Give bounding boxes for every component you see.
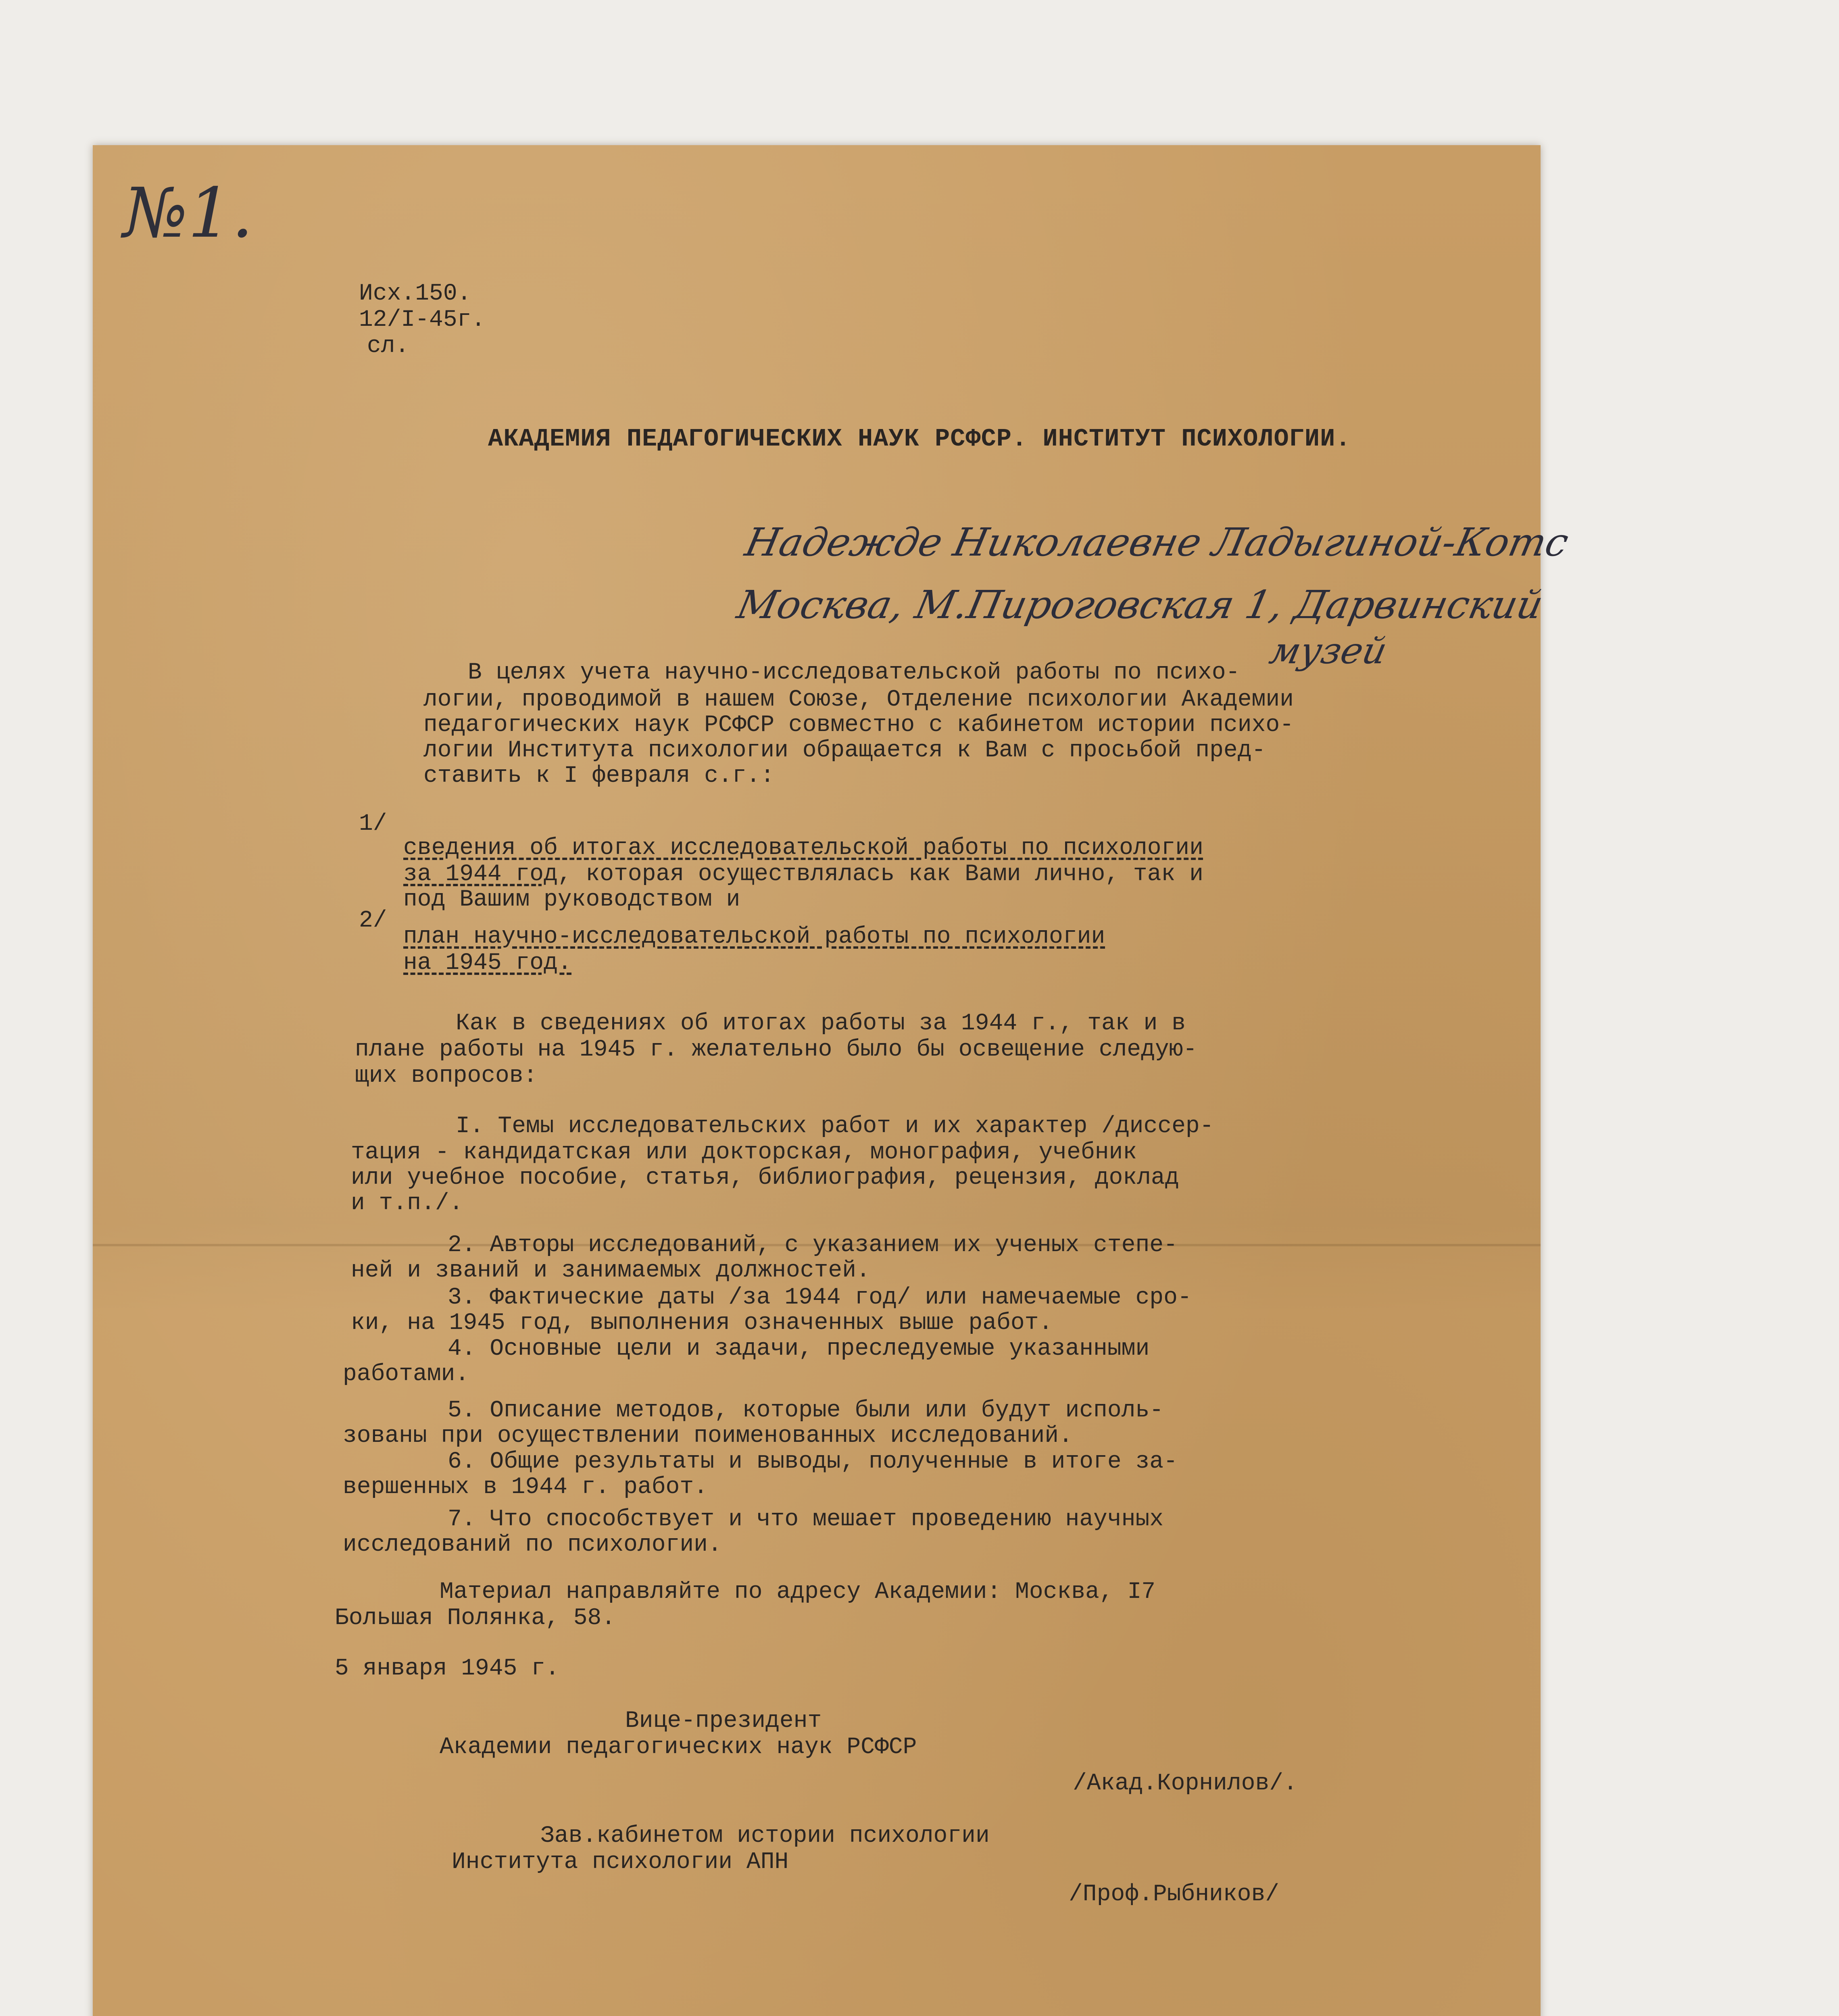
signer-1-title-2: Академии педагогических наук РСФСР xyxy=(440,1734,917,1760)
intro-line-5: ставить к I февраля с.г.: xyxy=(423,763,775,789)
item-4-line-1: 4. Основные цели и задачи, преследуемые указанными xyxy=(448,1336,1150,1362)
item-3-line-2: ки, на 1945 год, выполнения означенных выше работ. xyxy=(351,1310,1053,1336)
item-1-line-3: или учебное пособие, статья, библиография, рецензия, доклад xyxy=(351,1165,1179,1191)
item-5-line-2: зованы при осуществлении поименованных исследований. xyxy=(343,1423,1073,1449)
item-4-line-2: работами. xyxy=(343,1361,469,1387)
letter-date: 5 января 1945 г. xyxy=(335,1656,559,1682)
item-1-line-4: и т.п./. xyxy=(351,1190,463,1216)
addressee-line-1: Надежде Николаевне Ладыгиной-Котс xyxy=(741,520,1572,565)
para2-line-1: Как в сведениях об итогах работы за 1944 г., так и в xyxy=(456,1010,1186,1037)
addressee-line-3: музей xyxy=(1266,630,1391,672)
ref-note: сл. xyxy=(367,333,409,359)
intro-line-3: педагогических наук РСФСР совместно с кабинетом истории психо- xyxy=(423,712,1294,738)
document-sheet xyxy=(93,145,1572,2016)
signer-1-name: /Акад.Корнилов/. xyxy=(1073,1770,1297,1797)
request-2-line-1: план научно-исследовательской работы по психологии xyxy=(403,924,1105,950)
request-1-line-3: под Вашим руководством и xyxy=(403,887,740,913)
para2-line-3: щих вопросов: xyxy=(355,1063,538,1089)
item-1-line-1: I. Темы исследовательских работ и их характер /диссер- xyxy=(456,1113,1214,1139)
request-1-year: за 1944 год xyxy=(403,861,558,887)
corner-mark: №1. xyxy=(123,173,254,253)
letterhead: АКАДЕМИЯ ПЕДАГОГИЧЕСКИХ НАУК РСФСР. ИНСТИТУТ ПСИХОЛОГИИ. xyxy=(488,425,1351,453)
request-1-line-1: сведения об итогах исследовательской работы по психологии xyxy=(403,835,1203,861)
signer-2-title-2: Института психологии АПН xyxy=(452,1849,789,1875)
ref-number: Исх.150. xyxy=(359,281,471,307)
request-1-line-2 xyxy=(403,861,1203,888)
signer-1-title-1: Вице-президент xyxy=(625,1708,822,1734)
item-7-line-1: 7. Что способствует и что мешает проведению научных xyxy=(448,1506,1164,1533)
ref-date: 12/I-45г. xyxy=(359,307,486,333)
item-2-line-1: 2. Авторы исследований, с указанием их ученых степе- xyxy=(448,1232,1178,1258)
para2-line-2: плане работы на 1945 г. желательно было бы освещение следую- xyxy=(355,1037,1197,1063)
intro-line-4: логии Института психологии обращается к Вам с просьбой пред- xyxy=(423,737,1266,764)
item-6-line-1: 6. Общие результаты и выводы, полученные в итоге за- xyxy=(448,1449,1178,1475)
item-5-line-1: 5. Описание методов, которые были или будут исполь- xyxy=(448,1397,1164,1424)
material-line-2: Большая Полянка, 58. xyxy=(335,1605,616,1631)
signer-2-title-1: Зав.кабинетом истории психологии xyxy=(540,1823,990,1849)
item-6-line-2: вершенных в 1944 г. работ. xyxy=(343,1474,708,1500)
signer-2-name: /Проф.Рыбников/ xyxy=(1069,1881,1280,1908)
intro-line-2: логии, проводимой в нашем Союзе, Отделение психологии Академии xyxy=(423,687,1294,713)
intro-line-1: В целях учета научно-исследовательской работы по психо- xyxy=(468,660,1240,686)
item-3-line-1: 3. Фактические даты /за 1944 год/ или намечаемые сро- xyxy=(448,1285,1192,1311)
request-2-line-2: на 1945 год. xyxy=(403,950,572,976)
addressee-line-2: Москва, М.Пироговская 1, Дарвинский xyxy=(733,582,1547,627)
request-number-1: 1/ xyxy=(359,811,387,837)
item-2-line-2: ней и званий и занимаемых должностей. xyxy=(351,1258,870,1284)
request-1-tail: , которая осуществлялась как Вами лично, так и xyxy=(557,861,1203,887)
item-1-line-2: тация - кандидатская или докторская, монография, учебник xyxy=(351,1139,1137,1166)
material-line-1: Материал направляйте по адресу Академии: Москва, I7 xyxy=(440,1579,1156,1605)
item-7-line-2: исследований по психологии. xyxy=(343,1532,722,1558)
request-number-2: 2/ xyxy=(359,908,387,934)
